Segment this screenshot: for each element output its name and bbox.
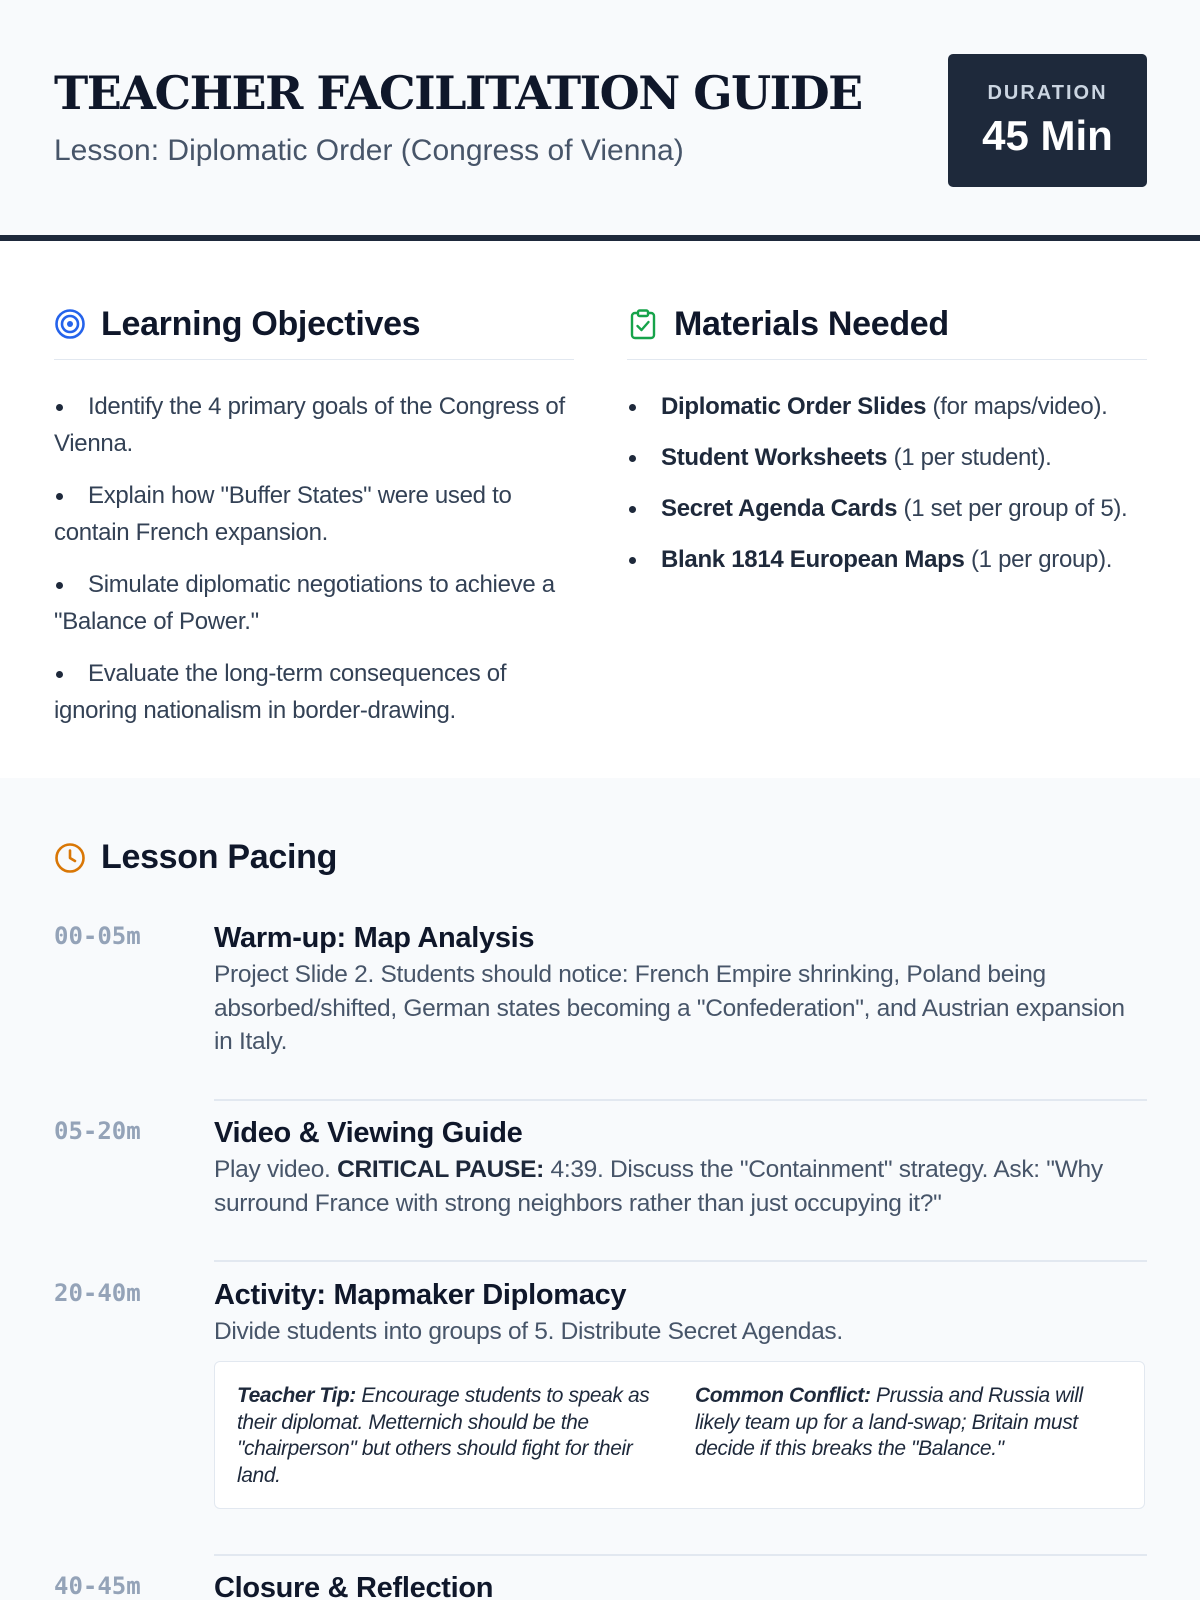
materials-title: Materials Needed bbox=[674, 304, 949, 343]
pacing-time: 40-45m bbox=[54, 1572, 141, 1600]
material-name: Diplomatic Order Slides bbox=[661, 393, 927, 420]
pacing-step-title: Closure & Reflection bbox=[214, 1572, 494, 1604]
facilitation-notes-box bbox=[214, 1361, 1145, 1509]
pacing-divider bbox=[214, 1554, 1147, 1556]
critical-pause-label: CRITICAL PAUSE: bbox=[337, 1156, 544, 1183]
pacing-body bbox=[214, 1570, 1147, 1606]
teacher-tip-label: Teacher Tip: bbox=[237, 1384, 356, 1407]
material-item bbox=[627, 490, 1147, 527]
pacing-heading bbox=[54, 838, 337, 877]
objectives-title: Learning Objectives bbox=[101, 304, 421, 343]
materials-list bbox=[627, 388, 1147, 578]
material-detail: (1 set per group of 5). bbox=[897, 495, 1128, 522]
objective-item: Simulate diplomatic negotiations to achieve a "Balance of Power." bbox=[54, 566, 574, 640]
materials-heading bbox=[627, 299, 1147, 360]
teacher-tip-text: Encourage students to speak as their diplomat. Metternich should be the "chairperson" but others should fight for their land. bbox=[237, 1384, 650, 1487]
pacing-time: 05-20m bbox=[54, 1117, 141, 1145]
pacing-title: Lesson Pacing bbox=[101, 838, 338, 876]
common-conflict-label: Common Conflict: bbox=[695, 1384, 871, 1407]
duration-badge bbox=[948, 54, 1147, 187]
pacing-divider bbox=[214, 1099, 1147, 1101]
material-item bbox=[627, 541, 1147, 578]
material-item bbox=[627, 439, 1147, 476]
pacing-step-description: Divide students into groups of 5. Distribute Secret Agendas. bbox=[214, 1318, 843, 1345]
material-name: Student Worksheets bbox=[661, 444, 888, 471]
overview-section bbox=[0, 241, 1200, 778]
pacing-time: 20-40m bbox=[54, 1279, 141, 1307]
clock-icon bbox=[54, 842, 86, 874]
learning-objectives-panel bbox=[54, 299, 574, 744]
material-item bbox=[627, 388, 1147, 425]
description-text: Play video. bbox=[214, 1156, 338, 1183]
objective-item: Evaluate the long-term consequences of ignoring nationalism in border-drawing. bbox=[54, 655, 574, 729]
lesson-subtitle: Lesson: Diplomatic Order (Congress of Vienna) bbox=[54, 134, 684, 167]
duration-label: DURATION bbox=[987, 82, 1108, 104]
material-detail: (for maps/video). bbox=[926, 393, 1108, 420]
objectives-list bbox=[54, 388, 574, 729]
pacing-step-title: Activity: Mapmaker Diplomacy bbox=[214, 1279, 627, 1311]
material-name: Secret Agenda Cards bbox=[661, 495, 898, 522]
pacing-step-title: Warm-up: Map Analysis bbox=[214, 922, 535, 954]
objective-item: Explain how "Buffer States" were used to contain French expansion. bbox=[54, 477, 574, 551]
pacing-body bbox=[214, 1277, 1147, 1487]
pacing-step-description: Project Slide 2. Students should notice: French Empire shrinking, Poland being absorbed/shifted, German states becoming a "Confederation", and Austrian expansion in Italy. bbox=[214, 961, 1125, 1055]
target-icon bbox=[54, 308, 86, 340]
teacher-tip bbox=[237, 1383, 667, 1489]
pacing-body bbox=[214, 920, 1147, 1059]
material-detail: (1 per group). bbox=[964, 546, 1113, 573]
objectives-heading bbox=[54, 299, 574, 360]
material-detail: (1 per student). bbox=[887, 444, 1052, 471]
material-name: Blank 1814 European Maps bbox=[661, 546, 965, 573]
pacing-time: 00-05m bbox=[54, 922, 141, 950]
pacing-body bbox=[214, 1115, 1147, 1220]
common-conflict-text: Prussia and Russia will likely team up for a land-swap; Britain must decide if this breaks the "Balance." bbox=[695, 1384, 1083, 1460]
lesson-pacing-section bbox=[0, 778, 1200, 1604]
pacing-step-description bbox=[214, 1153, 1147, 1220]
pacing-step-title: Video & Viewing Guide bbox=[214, 1117, 523, 1149]
materials-panel bbox=[627, 299, 1147, 592]
objective-item: Identify the 4 primary goals of the Congress of Vienna. bbox=[54, 388, 574, 462]
page-title: TEACHER FACILITATION GUIDE bbox=[54, 66, 862, 120]
clipboard-check-icon bbox=[627, 308, 659, 340]
page-header bbox=[0, 0, 1200, 241]
pacing-divider bbox=[214, 1260, 1147, 1262]
duration-value: 45 Min bbox=[982, 112, 1113, 159]
description-text: 4:39. Discuss the "Containment" strategy. Ask: "Why surround France with strong neighbors rather than just occupying it?" bbox=[214, 1156, 1103, 1217]
common-conflict bbox=[695, 1383, 1125, 1463]
